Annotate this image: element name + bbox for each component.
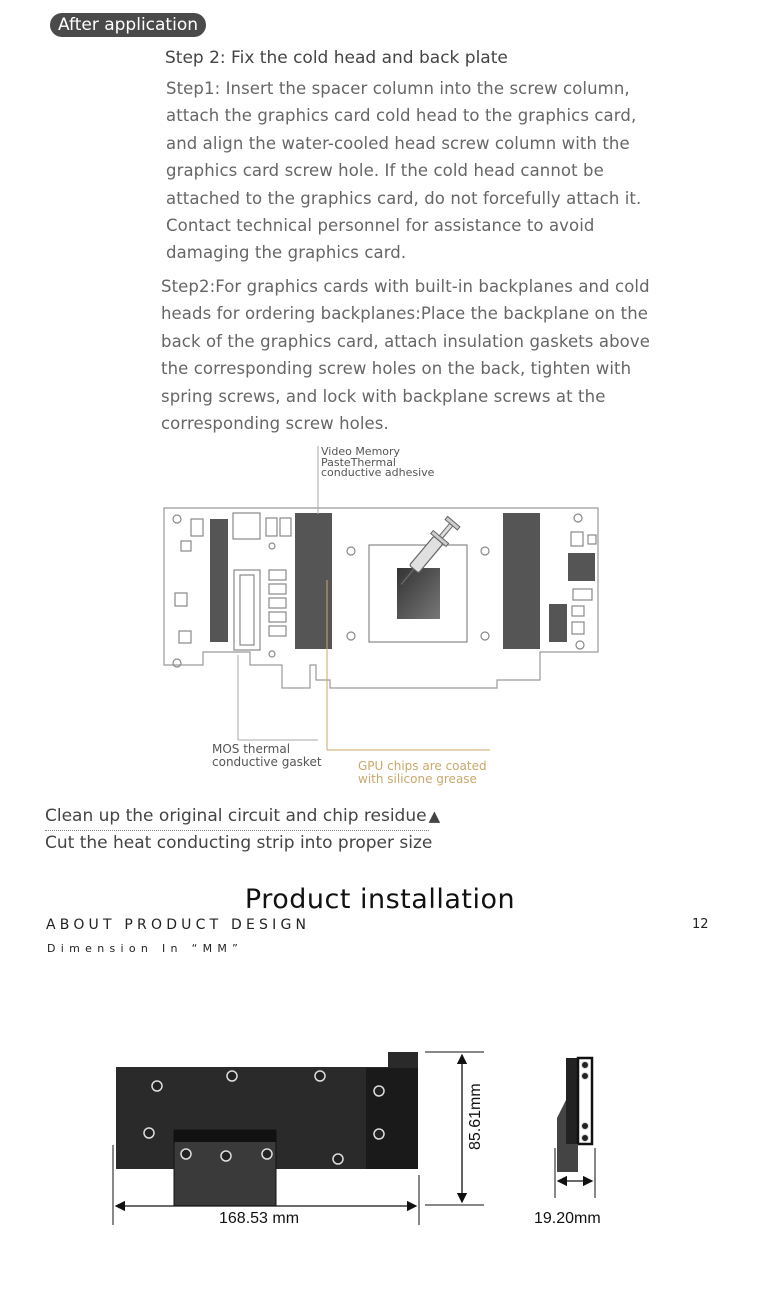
width-label: 168.53 mm	[219, 1210, 300, 1227]
annotation-line: conductive adhesive	[321, 466, 435, 479]
dimension-subtitle: Dimension In “MM”	[47, 942, 244, 955]
height-label: 85.61mm	[467, 1083, 484, 1150]
step1-paragraph: Step1: Insert the spacer column into the screw column, attach the graphics card cold head to the graphics card, and align the water-cooled head screw column with the graphics card screw hole. If the cold head cannot be attached to the graphics card, do not forcefully attach it. Contact technical personnel for assistance to avoid damaging the graphics card.	[166, 79, 642, 263]
divider	[45, 830, 429, 831]
triangle-up-icon: ▲	[428, 807, 441, 825]
page-number: 12	[692, 917, 709, 932]
annotation-line: conductive gasket	[212, 755, 322, 769]
step2-paragraph: Step2:For graphics cards with built-in backplanes and cold heads for ordering backplanes:Place the backplane on the back of the graphics card, attach insulation gaskets above the corresponding screw holes on the back, tighten with spring screws, and lock with backplane screws at the corresponding screw holes.	[161, 277, 650, 434]
section-title: Product installation	[244, 884, 516, 915]
step-title: Step 2: Fix the cold head and back plate	[165, 48, 508, 68]
video-memory-annotation	[321, 447, 434, 479]
annotation-line: PasteThermal	[321, 455, 396, 469]
annotation-line: Video Memory	[321, 445, 401, 458]
annotation-line: MOS thermal	[212, 742, 291, 756]
clean-note-text: Clean up the original circuit and chip residue	[45, 806, 427, 826]
gpu-annotation	[358, 760, 487, 785]
graphics-card-diagram	[0, 440, 760, 800]
clean-note	[45, 806, 440, 826]
annotation-line: with silicone grease	[358, 771, 477, 786]
thickness-label: 19.20mm	[534, 1210, 601, 1227]
mos-annotation	[212, 743, 322, 769]
about-product-design: ABOUT PRODUCT DESIGN	[46, 917, 311, 933]
product-dimension-drawing	[0, 1040, 760, 1240]
after-application-badge: After application	[50, 13, 206, 37]
cut-note: Cut the heat conducting strip into proper size	[45, 833, 433, 853]
annotation-line: GPU chips are coated	[358, 759, 487, 773]
